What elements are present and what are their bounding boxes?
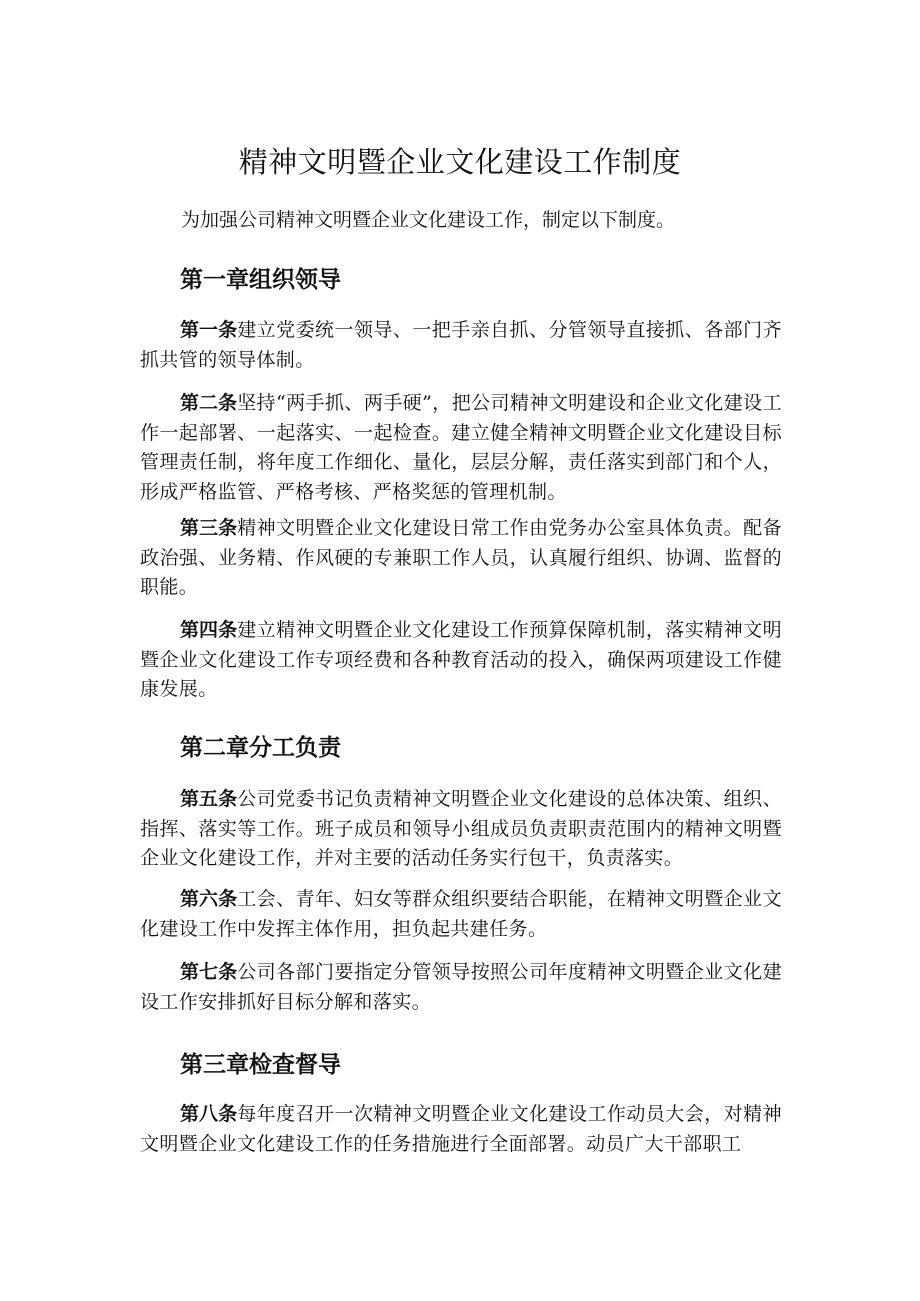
- article-label: 第四条: [180, 619, 238, 641]
- article-label: 第三条: [180, 517, 238, 539]
- article-label: 第二条: [180, 392, 238, 414]
- chapter-heading-1: 第一章组织领导: [180, 267, 341, 293]
- chapter-heading-2: 第二章分工负责: [180, 735, 341, 761]
- article-label: 第八条: [180, 1103, 238, 1125]
- article-7: [140, 958, 782, 1017]
- article-label: 第七条: [180, 961, 238, 983]
- article-1: [140, 316, 782, 375]
- chapter-heading-3: 第三章检查督导: [180, 1052, 341, 1078]
- article-2: [140, 389, 782, 507]
- article-5: [140, 785, 782, 874]
- article-label: 第一条: [180, 319, 238, 341]
- article-text: 坚持“两手抓、两手硬”，把公司精神文明建设和企业文化建设工作一起部署、一起落实、一起检查。建立健全精神文明暨企业文化建设目标管理责任制，将年度工作细化、量化，层层分解，责任落实到部门和个人，形成严格监管、严格考核、严格奖惩的管理机制。: [140, 392, 782, 503]
- article-text: 每年度召开一次精神文明暨企业文化建设工作动员大会，对精神文明暨企业文化建设工作的任务措施进行全面部署。动员广大干部职工: [140, 1103, 782, 1155]
- document-title: 精神文明暨企业文化建设工作制度: [238, 145, 682, 179]
- article-label: 第六条: [180, 888, 238, 910]
- article-8: [140, 1100, 782, 1159]
- intro-paragraph: 为加强公司精神文明暨企业文化建设工作，制定以下制度。: [181, 209, 676, 231]
- article-text: 工会、青年、妇女等群众组织要结合职能，在精神文明暨企业文化建设工作中发挥主体作用，担负起共建任务。: [140, 888, 782, 940]
- article-text: 建立精神文明暨企业文化建设工作预算保障机制，落实精神文明暨企业文化建设工作专项经费和各种教育活动的投入，确保两项建设工作健康发展。: [140, 619, 782, 701]
- article-4: [140, 616, 782, 705]
- article-3: [140, 514, 782, 603]
- article-text: 精神文明暨企业文化建设日常工作由党务办公室具体负责。配备政治强、业务精、作风硬的专兼职工作人员，认真履行组织、协调、监督的职能。: [140, 517, 782, 599]
- article-text: 建立党委统一领导、一把手亲自抓、分管领导直接抓、各部门齐抓共管的领导体制。: [140, 319, 782, 371]
- article-text: 公司各部门要指定分管领导按照公司年度精神文明暨企业文化建设工作安排抓好目标分解和落实。: [140, 961, 782, 1013]
- article-6: [140, 885, 782, 944]
- article-text: 公司党委书记负责精神文明暨企业文化建设的总体决策、组织、指挥、落实等工作。班子成员和领导小组成员负责职责范围内的精神文明暨企业文化建设工作，并对主要的活动任务实行包干，负责落实。: [140, 788, 782, 870]
- article-label: 第五条: [180, 788, 238, 810]
